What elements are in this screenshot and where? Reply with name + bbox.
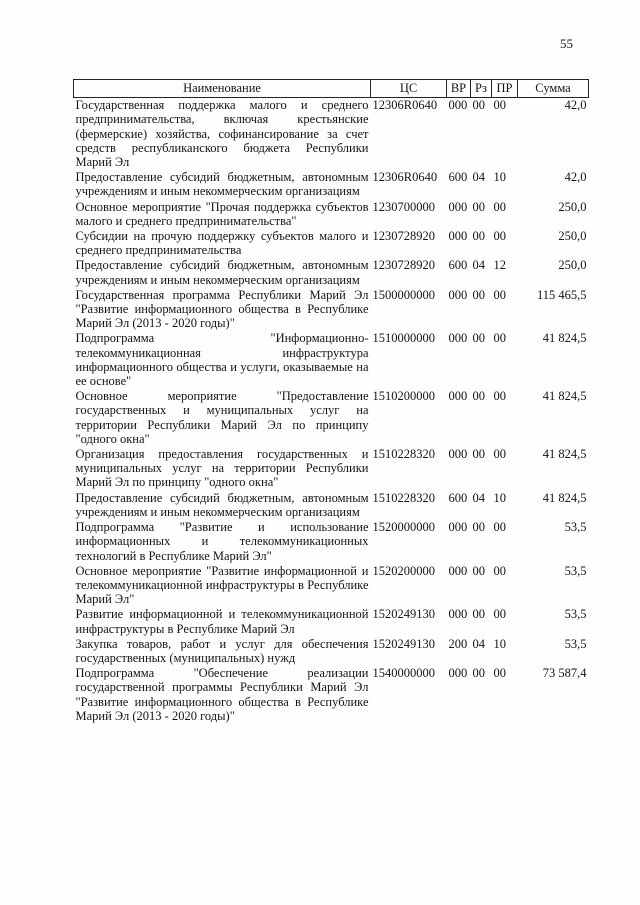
table-row [74, 288, 589, 332]
row-vr: 000 [448, 563, 468, 578]
row-vr: 600 [448, 258, 468, 273]
row-rz: 00 [472, 520, 485, 535]
row-rz: 00 [472, 563, 485, 578]
row-rz: 00 [472, 447, 485, 462]
row-name: Основное мероприятие "Развитие информационной и телекоммуникационной инфраструктуры в Республике Марий Эл" [75, 563, 369, 607]
header-vr: ВР [447, 80, 471, 98]
row-vr: 600 [448, 490, 468, 505]
row-pr: 00 [493, 287, 506, 302]
row-pr: 00 [493, 98, 506, 113]
row-sum: 250,0 [558, 199, 587, 214]
table-row [74, 170, 589, 199]
row-pr: 00 [493, 199, 506, 214]
table-row [74, 491, 589, 520]
page-number: 55 [560, 36, 573, 51]
row-vr: 200 [448, 636, 468, 651]
row-cs: 1230700000 [372, 199, 435, 214]
row-rz: 00 [472, 607, 485, 622]
row-name: Субсидии на прочую поддержку субъектов малого и среднего предпринимательства [75, 229, 369, 258]
row-pr: 00 [493, 389, 506, 404]
row-rz: 00 [472, 98, 485, 113]
row-sum: 250,0 [558, 229, 587, 244]
row-sum: 41 824,5 [542, 389, 587, 404]
row-name: Закупка товаров, работ и услуг для обеспечения государственных (муниципальных) нужд [75, 636, 369, 665]
row-rz: 00 [472, 389, 485, 404]
row-vr: 000 [448, 199, 468, 214]
row-vr: 000 [448, 389, 468, 404]
row-vr: 000 [448, 331, 468, 346]
row-cs: 1510228320 [372, 490, 435, 505]
table-row [74, 607, 589, 636]
row-cs: 1510200000 [372, 389, 435, 404]
row-sum: 73 587,4 [542, 666, 587, 681]
row-name: Развитие информационной и телекоммуникационной инфраструктуры в Республике Марий Эл [75, 607, 369, 636]
row-name: Предоставление субсидий бюджетным, автономным учреждениям и иным некоммерческим организациям [75, 490, 369, 519]
row-pr: 10 [493, 170, 506, 185]
row-cs: 1520249130 [372, 607, 435, 622]
row-vr: 000 [448, 98, 468, 113]
row-sum: 53,5 [564, 563, 587, 578]
table-row [74, 200, 589, 229]
row-pr: 00 [493, 331, 506, 346]
row-cs: 1520249130 [372, 636, 435, 651]
row-sum: 41 824,5 [542, 331, 587, 346]
table-row [74, 258, 589, 287]
row-name: Предоставление субсидий бюджетным, автономным учреждениям и иным некоммерческим организациям [75, 258, 369, 287]
row-pr: 00 [493, 520, 506, 535]
row-cs: 1230728920 [372, 229, 435, 244]
header-name: Наименование [74, 80, 371, 98]
row-vr: 000 [448, 666, 468, 681]
row-rz: 00 [472, 287, 485, 302]
row-rz: 04 [472, 170, 485, 185]
header-sum: Сумма [518, 80, 589, 98]
row-name: Подпрограмма "Развитие и использование информационных и телекоммуникационных технологий в Республике Марий Эл" [75, 520, 369, 563]
row-rz: 00 [472, 331, 485, 346]
row-vr: 000 [448, 607, 468, 622]
row-vr: 600 [448, 170, 468, 185]
row-cs: 1230728920 [372, 258, 435, 273]
row-rz: 04 [472, 636, 485, 651]
row-rz: 00 [472, 666, 485, 681]
row-cs: 1510000000 [372, 331, 435, 346]
row-sum: 53,5 [564, 636, 587, 651]
row-pr: 00 [493, 563, 506, 578]
row-name: Государственная поддержка малого и среднего предпринимательства, включая крестьянские (фермерские) хозяйства, софинансирование за счет средств республиканского бюджета Республики Марий Эл [75, 98, 369, 170]
row-cs: 1500000000 [372, 287, 435, 302]
row-pr: 00 [493, 447, 506, 462]
row-cs: 1520200000 [372, 563, 435, 578]
header-cs: ЦС [371, 80, 447, 98]
budget-table [73, 79, 589, 724]
row-pr: 10 [493, 490, 506, 505]
table-row [74, 520, 589, 564]
row-vr: 000 [448, 520, 468, 535]
row-rz: 00 [472, 229, 485, 244]
row-name: Основное мероприятие "Предоставление государственных и муниципальных услуг на территории Республики Марий Эл по принципу "одного окна" [75, 389, 369, 446]
table-row [74, 447, 589, 491]
row-name: Государственная программа Республики Марий Эл "Развитие информационного общества в Республике Марий Эл (2013 - 2020 годы)" [75, 287, 369, 331]
table-row [74, 331, 589, 389]
row-pr: 00 [493, 229, 506, 244]
row-sum: 41 824,5 [542, 447, 587, 462]
row-pr: 12 [493, 258, 506, 273]
row-cs: 1540000000 [372, 666, 435, 681]
table-row [74, 637, 589, 666]
row-name: Организация предоставления государственных и муниципальных услуг на территории Республики Марий Эл по принципу "одного окна" [75, 447, 369, 490]
row-rz: 00 [472, 199, 485, 214]
row-name: Подпрограмма "Обеспечение реализации государственной программы Республики Марий Эл "Развитие информационного общества в Республике Марий Эл (2013 - 2020 годы)" [75, 666, 369, 723]
row-vr: 000 [448, 447, 468, 462]
row-name: Предоставление субсидий бюджетным, автономным учреждениям и иным некоммерческим организациям [75, 170, 369, 199]
row-pr: 00 [493, 607, 506, 622]
row-cs: 1510228320 [372, 447, 435, 462]
row-sum: 41 824,5 [542, 490, 587, 505]
row-sum: 42,0 [564, 98, 587, 113]
table-header-row [74, 80, 589, 98]
row-vr: 000 [448, 229, 468, 244]
row-sum: 53,5 [564, 607, 587, 622]
row-rz: 04 [472, 490, 485, 505]
row-cs: 12306R0640 [372, 170, 438, 185]
table-row [74, 98, 589, 171]
table-row [74, 564, 589, 608]
table-row [74, 666, 589, 724]
table-row [74, 229, 589, 258]
row-pr: 00 [493, 666, 506, 681]
row-cs: 12306R0640 [372, 98, 438, 113]
row-sum: 42,0 [564, 170, 587, 185]
row-sum: 53,5 [564, 520, 587, 535]
header-pr: ПР [492, 80, 518, 98]
row-sum: 250,0 [558, 258, 587, 273]
row-sum: 115 465,5 [536, 287, 587, 302]
row-pr: 10 [493, 636, 506, 651]
row-name: Подпрограмма "Информационно-телекоммуникационная инфраструктура информационного общества и услуги, оказываемые на ее основе" [75, 331, 369, 389]
row-cs: 1520000000 [372, 520, 435, 535]
header-rz: Рз [471, 80, 492, 98]
row-vr: 000 [448, 287, 468, 302]
row-name: Основное мероприятие "Прочая поддержка субъектов малого и среднего предпринимательства" [75, 199, 369, 228]
table-row [74, 389, 589, 447]
row-rz: 04 [472, 258, 485, 273]
